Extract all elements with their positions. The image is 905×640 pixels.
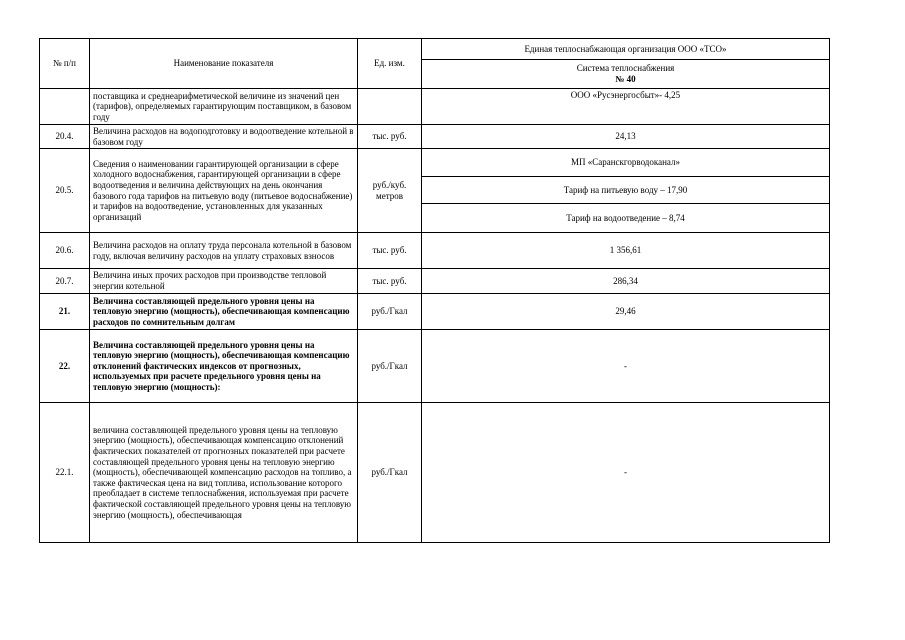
row-value: 29,46 xyxy=(422,294,830,330)
header-row xyxy=(40,39,830,60)
row-unit: тыс. руб. xyxy=(358,125,422,149)
header-unit: Ед. изм. xyxy=(358,39,422,89)
row-value: 24,13 xyxy=(422,125,830,149)
row-value: ООО «Русэнергосбыт»- 4,25 xyxy=(422,89,830,125)
row-name: Величина расходов на оплату труда персонала котельной в базовом году, включая величину расходов на уплату страховых взносов xyxy=(90,233,358,269)
row-num: 21. xyxy=(40,294,90,330)
table-row xyxy=(40,403,830,543)
table-row xyxy=(40,233,830,269)
row-name: поставщика и среднеарифметической величине из значений цен (тарифов), определяемых гарантирующим поставщиком, в базовом году xyxy=(90,89,358,125)
row-value-drain-tariff: Тариф на водоотведение – 8,74 xyxy=(422,204,830,233)
table-row xyxy=(40,149,830,177)
row-num xyxy=(40,89,90,125)
header-org: Единая теплоснабжающая организация ООО «ТСО» xyxy=(422,39,830,60)
row-num: 20.4. xyxy=(40,125,90,149)
table-row xyxy=(40,294,830,330)
row-value: - xyxy=(422,403,830,543)
header-num: № п/п xyxy=(40,39,90,89)
table-row xyxy=(40,330,830,403)
row-value-org: МП «Саранскгорводоканал» xyxy=(422,149,830,177)
header-system xyxy=(422,60,830,89)
header-name: Наименование показателя xyxy=(90,39,358,89)
table-row xyxy=(40,125,830,149)
table-row xyxy=(40,269,830,294)
row-num: 22.1. xyxy=(40,403,90,543)
row-unit: тыс. руб. xyxy=(358,233,422,269)
row-num: 22. xyxy=(40,330,90,403)
row-unit: тыс. руб. xyxy=(358,269,422,294)
row-unit: руб./Гкал xyxy=(358,294,422,330)
row-num: 20.7. xyxy=(40,269,90,294)
row-name: Сведения о наименовании гарантирующей организации в сфере холодного водоснабжения, гарантирующей организации в сфере водоотведения и величина действующих на день окончания базового года тарифов на питьевую воду (питьевое водоснабжение) и тарифов на водоотведение, установленных для указанных организаций xyxy=(90,149,358,233)
row-value-water-tariff: Тариф на питьевую воду – 17,90 xyxy=(422,177,830,204)
row-unit: руб./Гкал xyxy=(358,330,422,403)
row-value: - xyxy=(422,330,830,403)
row-value: 1 356,61 xyxy=(422,233,830,269)
row-name: Величина составляющей предельного уровня цены на тепловую энергию (мощность), обеспечивающая компенсацию расходов по сомнительным долгам xyxy=(90,294,358,330)
header-system-line2: № 40 xyxy=(615,74,636,84)
row-unit: руб./Гкал xyxy=(358,403,422,543)
row-name: Величина расходов на водоподготовку и водоотведение котельной в базовом году xyxy=(90,125,358,149)
row-num: 20.6. xyxy=(40,233,90,269)
row-name: Величина составляющей предельного уровня цены на тепловую энергию (мощность), обеспечивающая компенсацию отклонений фактических индексов от прогнозных, используемых при расчете предельного уровня цены на тепловую энергию (мощность): xyxy=(90,330,358,403)
header-system-line1: Система теплоснабжения xyxy=(576,63,675,74)
table-row xyxy=(40,89,830,125)
tariff-table xyxy=(39,38,830,543)
row-unit xyxy=(358,89,422,125)
row-name: Величина иных прочих расходов при производстве тепловой энергии котельной xyxy=(90,269,358,294)
row-unit: руб./куб. метров xyxy=(358,149,422,233)
row-num: 20.5. xyxy=(40,149,90,233)
row-name: величина составляющей предельного уровня цены на тепловую энергию (мощность), обеспечивающая компенсацию отклонений фактических показателей от прогнозных показателей при расчете составляющей предельного уровня цены на тепловую энергию (мощность), обеспечивающей компенсацию расходов на топливо, а также фактическая цена на вид топлива, использование которого преобладает в системе теплоснабжения, используемая при расчете фактической составляющей предельного уровня цены на тепловую энергию (мощность), обеспечивающая xyxy=(90,403,358,543)
row-value: 286,34 xyxy=(422,269,830,294)
